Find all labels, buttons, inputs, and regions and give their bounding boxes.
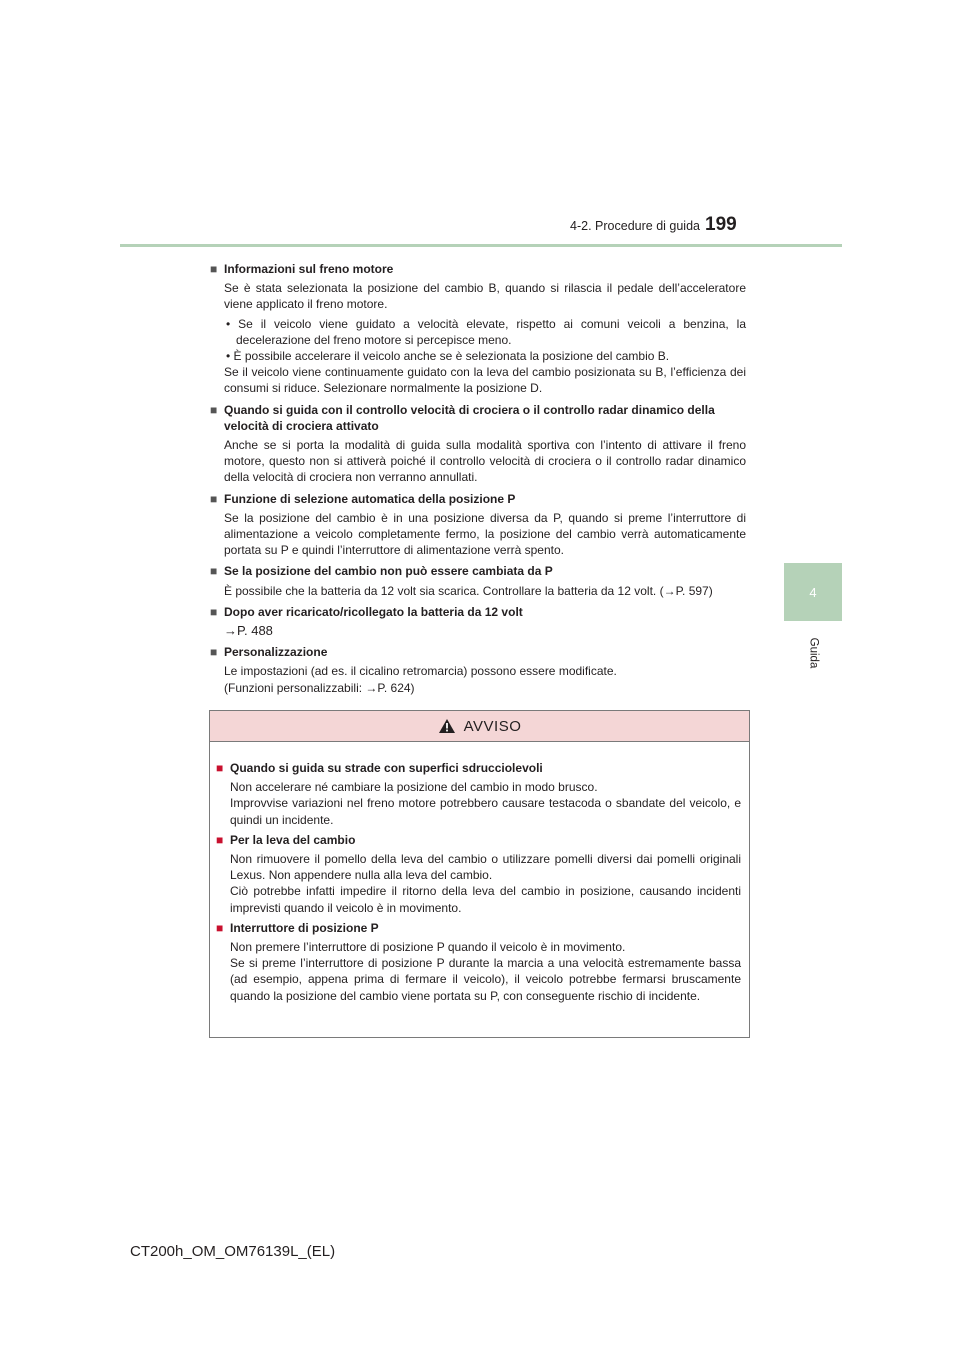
paragraph: Non rimuovere il pomello della leva del cambio o utilizzare pomelli diversi dai pomelli originali Lexus. Non appendere nulla alla leva del cambio.	[230, 852, 741, 883]
chapter-number: 4	[809, 584, 817, 600]
page-number: 199	[705, 214, 737, 235]
warning-item-title: Interruttore di posizione P	[230, 920, 379, 935]
paragraph: Non accelerare né cambiare la posizione del cambio in modo brusco.	[230, 780, 598, 795]
section-battery	[210, 604, 746, 639]
square-bullet-icon: ■	[216, 761, 224, 775]
paragraph: È possibile che la batteria da 12 volt sia scarica. Controllare la batteria da 12 volt. (→P. 597)	[224, 583, 713, 598]
section-title: Personalizzazione	[224, 645, 328, 660]
square-bullet-icon: ■	[210, 262, 218, 276]
paragraph: Ciò potrebbe infatti impedire il ritorno della leva del cambio in posizione, causando incidenti imprevisti quando il veicolo è in movimento.	[230, 884, 741, 915]
paragraph: Le impostazioni (ad es. il cicalino retromarcia) possono essere modificate.	[224, 664, 617, 679]
paragraph: Anche se si porta la modalità di guida sulla modalità sportiva con l’intento di attivare il freno motore, questo non si attiverà poiché il controllo velocità di crociera o il controllo radar dinamico della velocità di crociera non verranno annullati.	[224, 438, 746, 485]
warning-item	[216, 760, 741, 828]
bullet-item: • È possibile accelerare il veicolo anche se è selezionata la posizione del cambio B.	[226, 349, 670, 364]
section-cruise-control	[210, 402, 746, 486]
section-personalization	[210, 644, 746, 696]
section-title: Dopo aver ricaricato/ricollegato la batteria da 12 volt	[224, 604, 523, 619]
section-title: Funzione di selezione automatica della posizione P	[224, 491, 516, 506]
warning-item	[216, 920, 741, 1004]
page-reference: →P. 488	[224, 623, 273, 639]
square-bullet-icon: ■	[210, 491, 218, 506]
header-rule	[120, 244, 842, 247]
square-bullet-icon: ■	[210, 564, 218, 579]
paragraph: Se si preme l’interruttore di posizione P durante la marcia a una velocità estremamente bassa (ad esempio, appena prima di fermare il veicolo), il veicolo potrebbe fermarsi bruscamente quando la posizione del cambio viene portata su P, con conseguente rischio di incidente.	[230, 956, 741, 1003]
section-title: Quando si guida con il controllo velocità di crociera o il controllo radar dinamico della velocità di crociera attivato	[224, 402, 715, 433]
square-bullet-icon: ■	[210, 645, 218, 660]
square-bullet-icon: ■	[210, 402, 218, 417]
paragraph: Improvvise variazioni nel freno motore potrebbero causare testacoda o sbandate del veicolo, e quindi un incidente.	[230, 796, 741, 827]
square-bullet-icon: ■	[210, 604, 218, 619]
warning-triangle-icon	[438, 718, 456, 734]
square-bullet-icon: ■	[216, 832, 224, 847]
warning-item-title: Per la leva del cambio	[230, 832, 356, 847]
square-bullet-icon: ■	[216, 920, 224, 935]
paragraph: Se è stata selezionata la posizione del cambio B, quando si rilascia il pedale dell’acceleratore viene applicato il freno motore.	[224, 281, 746, 312]
warning-item	[216, 832, 741, 916]
section-engine-brake	[210, 261, 746, 397]
paragraph: Non premere l’interruttore di posizione P quando il veicolo è in movimento.	[230, 940, 626, 955]
warning-header	[210, 711, 749, 742]
chapter-label: Guida	[807, 637, 819, 669]
section-title: Informazioni sul freno motore	[224, 262, 394, 276]
warning-title: AVVISO	[463, 717, 522, 735]
chapter-tab	[784, 563, 842, 621]
warning-box	[209, 710, 750, 1038]
warning-item-title: Quando si guida su strade con superfici sdrucciolevoli	[230, 761, 543, 775]
bullet-item: • Se il veicolo viene guidato a velocità elevate, rispetto ai comuni veicoli a benzina, la decelerazione del freno motore si percepisce meno.	[226, 316, 746, 347]
main-content	[210, 256, 746, 696]
footer-code: CT200h_OM_OM76139L_(EL)	[130, 1243, 336, 1260]
header-section-title: 4-2. Procedure di guida	[570, 219, 700, 233]
section-title: Se la posizione del cambio non può essere cambiata da P	[224, 564, 553, 579]
paragraph: Se la posizione del cambio è in una posizione diversa da P, quando si preme l’interruttore di alimentazione a veicolo completamente fermo, la posizione del cambio verrà automaticamente portata su P e quindi l’interruttore di alimentazione verrà spento.	[224, 510, 746, 558]
paragraph: (Funzioni personalizzabili: →P. 624)	[224, 680, 415, 695]
section-auto-p	[210, 491, 746, 559]
section-cannot-shift	[210, 563, 746, 598]
paragraph: Se il veicolo viene continuamente guidato con la leva del cambio posizionata su B, l’efficienza dei consumi si riduce. Selezionare normalmente la posizione D.	[224, 365, 746, 396]
